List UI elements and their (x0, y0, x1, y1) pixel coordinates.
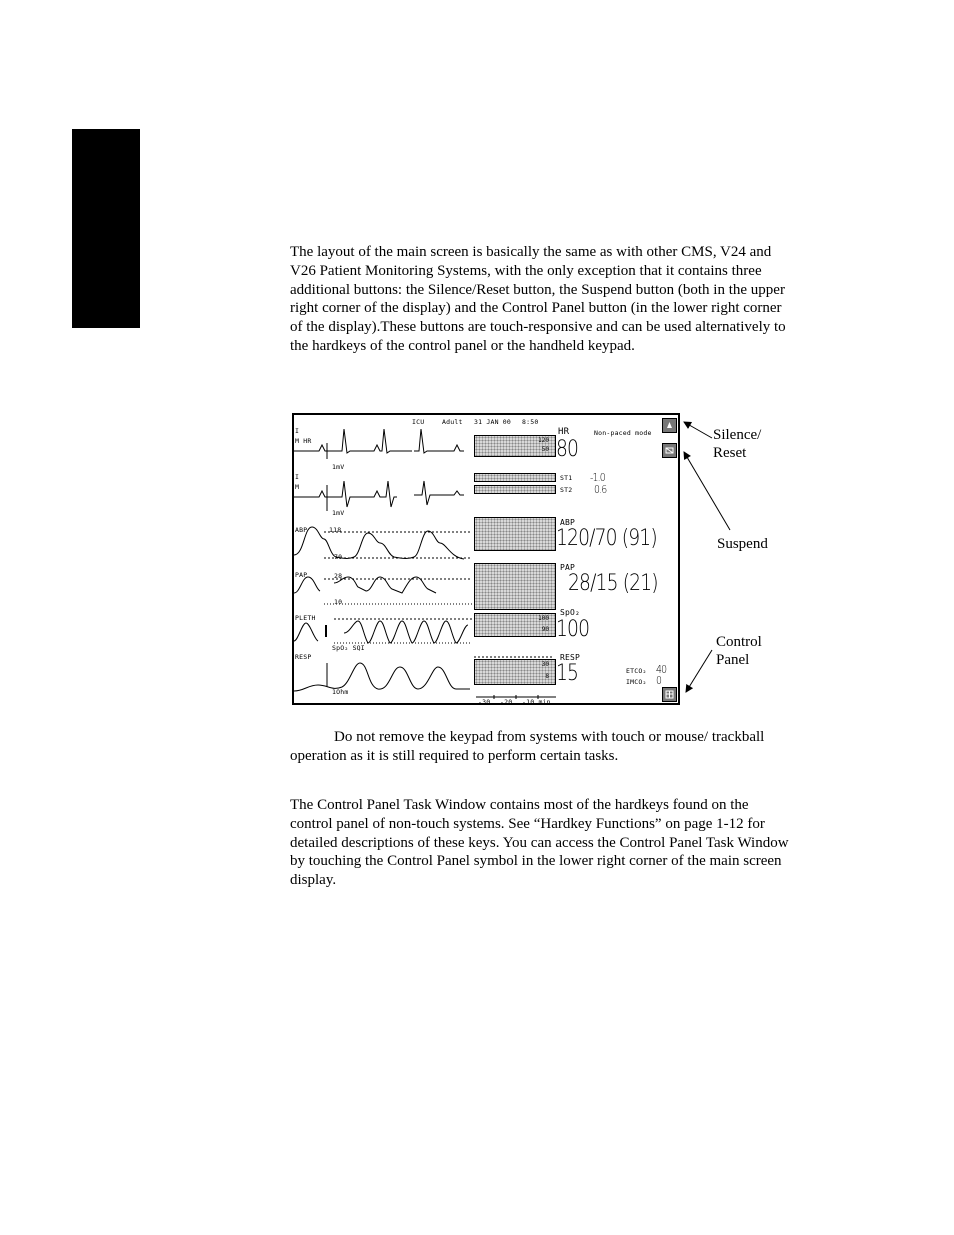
control-panel-paragraph: The Control Panel Task Window contains most of the hardkeys found on the control panel of non-touch systems. See “Hardkey Functions” on page 1-12 for detailed descriptions of these keys. You can access the Control Panel Task Window by touching the Control Panel symbol in the lower right corner of the main screen display. (290, 797, 789, 889)
wave-bottom: 10 (334, 598, 343, 606)
hr-trend (474, 435, 556, 457)
pace-mode: Non-paced mode (594, 429, 652, 437)
wave-label: I (295, 473, 300, 481)
trend-low: 90 (541, 626, 549, 633)
control-panel-callout (716, 633, 762, 669)
callout-line: Control (716, 634, 762, 650)
trend-low: 50 (541, 446, 549, 453)
keypad-icon (665, 690, 674, 699)
wave-bottom: 70 (334, 553, 343, 561)
intro-paragraph: The layout of the main screen is basically the same as with other CMS, V24 and V26 Patient Monitoring Systems, with the only exception that it contains three additional buttons: the Silence/Reset button, the Suspend button (both in the upper right corner of the display) and the Control Panel button (in the lower right corner of the display).These buttons are touch-responsive and can be used alternatively to the hardkeys of the control panel or the handheld keypad. (290, 244, 786, 354)
abp-value: 120/70 (91) (556, 526, 657, 551)
spo2-label: SpO₂ (560, 608, 581, 617)
spo2-value: 100 (556, 617, 590, 642)
trend-axis-label: -20 (500, 698, 513, 705)
monitor-date: 31 JAN 00 (474, 418, 512, 426)
control-panel-button[interactable] (662, 687, 677, 702)
bell-icon (665, 421, 674, 430)
trend-high: 30 (541, 661, 549, 668)
abp-label: ABP (560, 518, 576, 527)
trend-low: 8 (545, 673, 549, 680)
imco2-value: 0 (656, 674, 662, 687)
wave-scale: 1mV (332, 463, 345, 471)
st1-label: ST1 (560, 474, 573, 482)
wave-label: PAP (295, 571, 308, 579)
st1-value: -1.0 (590, 471, 605, 484)
wave-label: M HR (295, 437, 312, 445)
suspend-icon (665, 446, 674, 455)
trend-high: 120 (538, 437, 549, 444)
pap-label: PAP (560, 563, 576, 572)
st1-trend (474, 473, 556, 482)
chapter-tab (72, 129, 140, 328)
silence-reset-button[interactable] (662, 418, 677, 433)
wave-label: PLETH (295, 614, 316, 622)
silence-reset-callout (713, 426, 761, 462)
wave-label: I (295, 427, 300, 435)
spo2-trend (474, 613, 556, 637)
st2-trend (474, 485, 556, 494)
wave-label: RESP (295, 653, 312, 661)
st2-value: 0.6 (594, 483, 607, 496)
wave-label: M (295, 483, 300, 491)
callout-line: Reset (713, 445, 747, 461)
wave-scale: 1mV (332, 509, 345, 517)
wave-scale: 1Ohm (332, 688, 349, 696)
pap-trend (474, 563, 556, 610)
resp-value: 15 (556, 661, 579, 686)
note-paragraph: Do not remove the keypad from systems with touch or mouse/ trackball operation as it is still required to perform certain tasks. (290, 729, 765, 764)
monitor-screen-figure (292, 413, 680, 705)
monitor-time: 8:50 (522, 418, 539, 426)
st2-label: ST2 (560, 486, 573, 494)
etco2-value: 40 (656, 663, 667, 676)
pap-value: 28/15 (21) (568, 571, 658, 596)
callout-line: Panel (716, 652, 750, 668)
hr-label: HR (558, 427, 570, 437)
wave-scale: SpO₂ SQI (332, 644, 365, 652)
resp-label: RESP (560, 653, 581, 662)
wave-top: 118 (329, 526, 342, 534)
callout-line: Silence/ (713, 427, 762, 443)
imco2-label: IMCO₂ (626, 678, 647, 686)
monitor-unit: ICU (412, 418, 425, 426)
trend-high: 100 (538, 615, 549, 622)
wave-label: ABP (295, 526, 308, 534)
trend-axis-label: -30 (478, 698, 491, 705)
wave-top: 28 (334, 572, 343, 580)
resp-trend (474, 659, 556, 685)
trend-axis-label: -10 min (522, 698, 551, 705)
suspend-callout: Suspend (717, 536, 768, 552)
suspend-button[interactable] (662, 443, 677, 458)
etco2-label: ETCO₂ (626, 667, 647, 675)
monitor-patient: Adult (442, 418, 463, 426)
hr-value: 80 (556, 437, 579, 462)
abp-trend (474, 517, 556, 551)
